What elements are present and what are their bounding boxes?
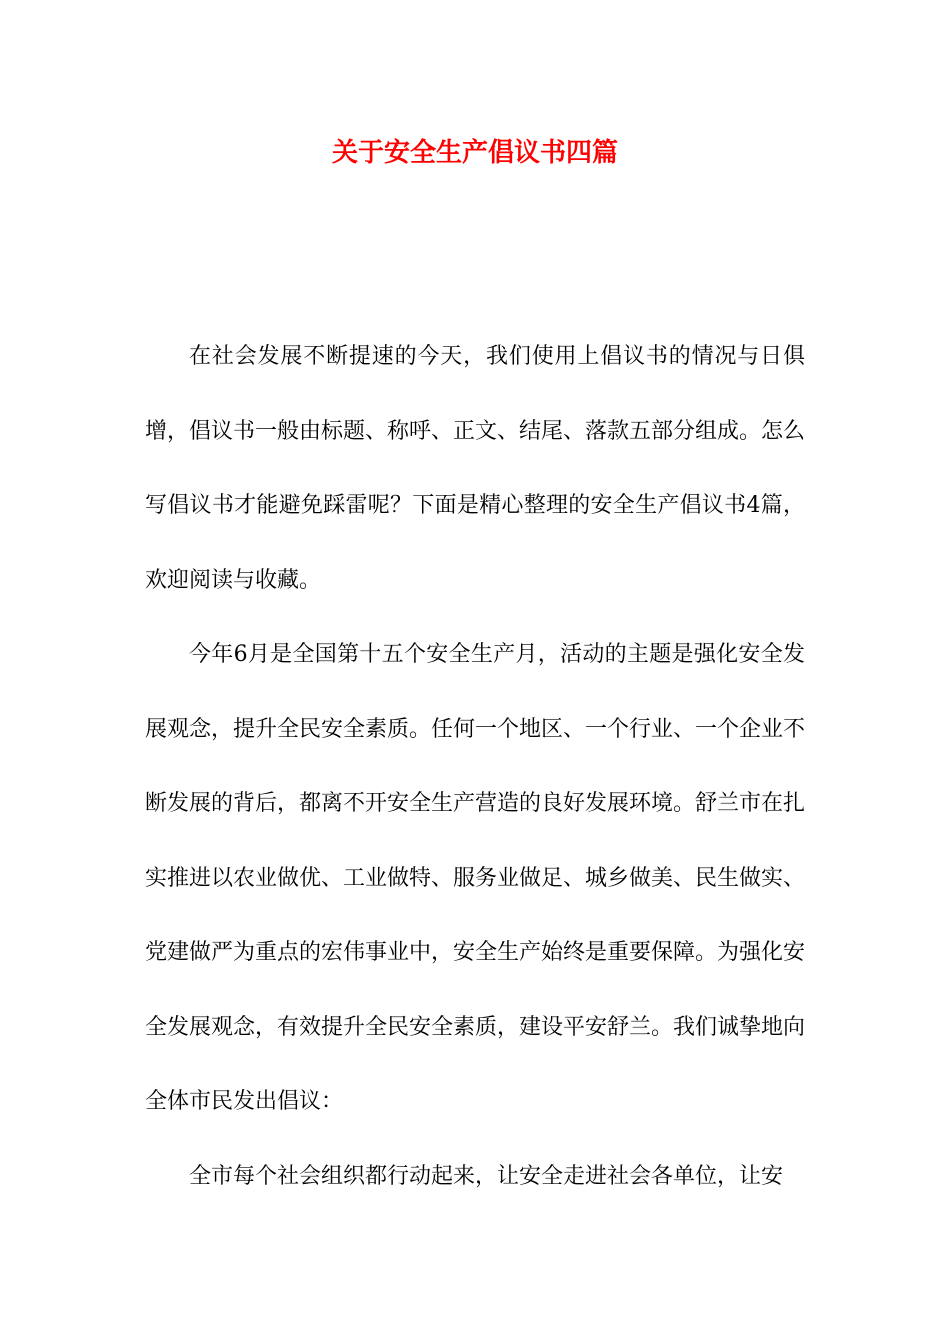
document-body	[145, 320, 805, 1214]
paragraph-safety-month: 今年6月是全国第十五个安全生产月，活动的主题是强化安全发展观念，提升全民安全素质。任何一个地区、一个行业、一个企业不断发展的背后，都离不开安全生产营造的良好发展环境。舒兰市在扎实推进以农业做优、工业做特、服务业做足、城乡做美、民生做实、党建做严为重点的宏伟事业中，安全生产始终是重要保障。为强化安全发展观念，有效提升全民安全素质，建设平安舒兰。我们诚挚地向全体市民发出倡议：	[145, 642, 806, 1114]
document-title: 关于安全生产倡议书四篇	[331, 138, 618, 168]
paragraph-intro: 在社会发展不断提速的今天，我们使用上倡议书的情况与日俱增，倡议书一般由标题、称呼、正文、结尾、落款五部分组成。怎么写倡议书才能避免踩雷呢？下面是精心整理的安全生产倡议书4篇，欢迎阅读与收藏。	[145, 344, 806, 593]
paragraph-call-to-action: 全市每个社会组织都行动起来，让安全走进社会各单位，让安	[189, 1163, 784, 1189]
